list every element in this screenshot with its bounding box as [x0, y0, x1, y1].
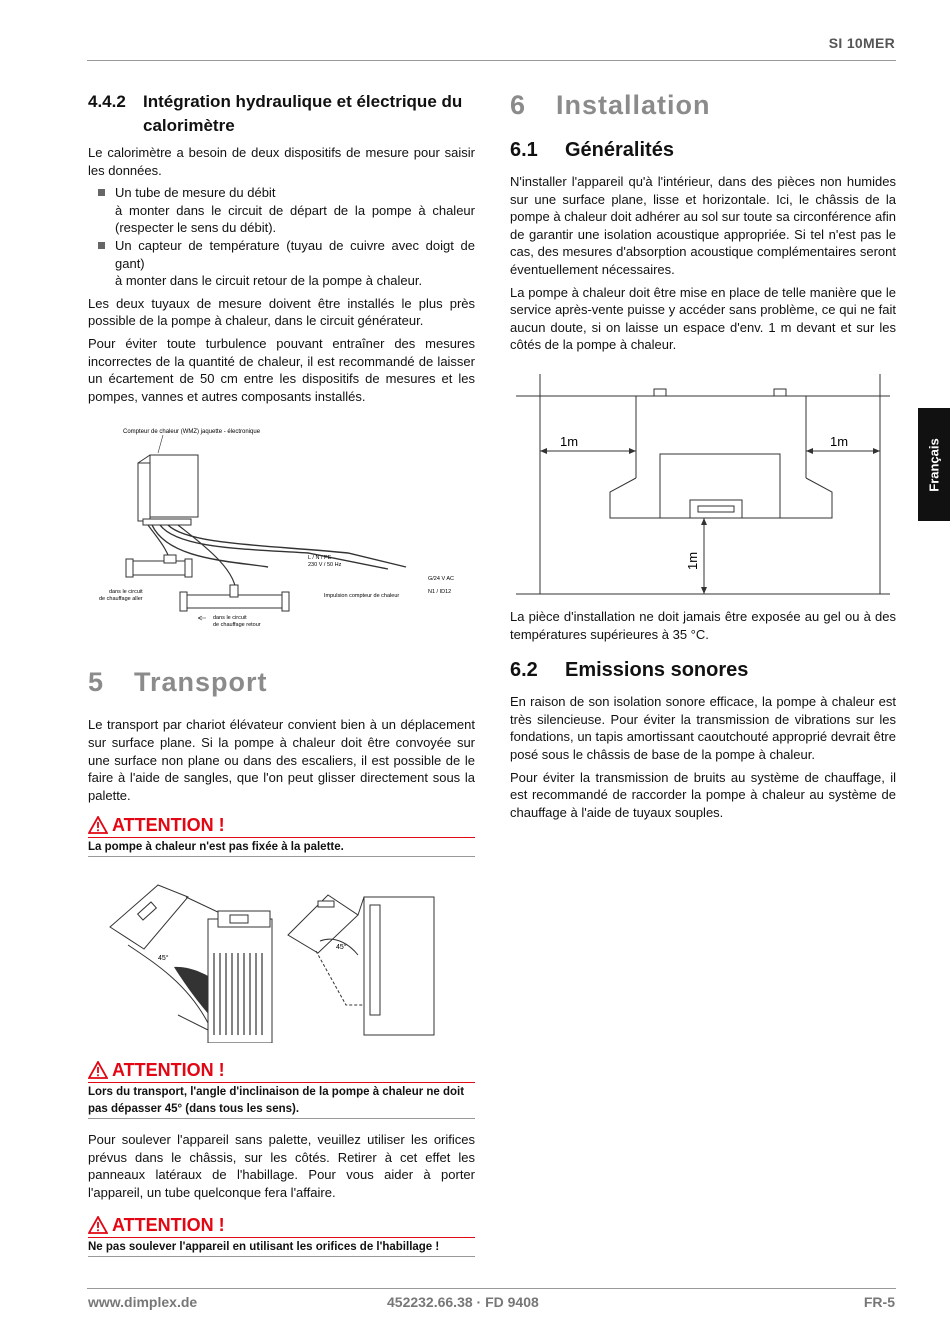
diagram-label: 230 V / 50 Hz — [308, 562, 342, 569]
attention-box — [88, 1059, 475, 1119]
heat-meter-diagram — [88, 419, 475, 639]
section-number: 6 — [510, 90, 527, 120]
attention-title — [88, 1059, 475, 1081]
clearance-label: 1m — [685, 551, 700, 570]
section-title: Intégration hydraulique et électrique du calorimètre — [143, 92, 463, 135]
bullet-list — [88, 184, 475, 290]
attention-bottom-rule — [88, 856, 475, 857]
attention-text: Lors du transport, l'angle d'inclinaison de la pompe à chaleur ne doit pas dépasser 45° (dans tous les sens). — [88, 1086, 465, 1116]
section-title: Généralités — [565, 139, 674, 161]
diagram-label: de chauffage retour — [213, 622, 261, 629]
paragraph: La pièce d'installation ne doit jamais être exposée au gel ou à des températures supérieures à 35 °C. — [510, 608, 896, 642]
footer-document-number: 452232.66.38 · FD 9408 — [387, 1294, 539, 1310]
section-number: 5 — [88, 667, 105, 698]
footer-website: www.dimplex.de — [88, 1294, 198, 1310]
diagram-label: dans le circuit — [109, 589, 143, 596]
section-5-heading — [88, 667, 475, 698]
attention-label: ATTENTION ! — [112, 1060, 225, 1081]
installation-clearance-diagram — [510, 374, 896, 604]
warning-triangle-icon — [88, 1216, 108, 1234]
paragraph: Les deux tuyaux de mesure doivent être installés le plus près possible de la pompe à chaleur, dans le circuit générateur. — [88, 295, 475, 329]
attention-title — [88, 814, 475, 836]
warning-triangle-icon — [88, 1061, 108, 1079]
footer-rule — [87, 1288, 896, 1289]
clearance-label: 1m — [830, 433, 849, 449]
diagram-label: Compteur de chaleur (WMZ) jaquette - électronique — [123, 429, 261, 436]
attention-box — [88, 1214, 475, 1257]
right-column — [510, 90, 896, 826]
bullet-line: à monter dans le circuit de départ de la pompe à chaleur (respecter le sens du débit). — [115, 202, 475, 236]
section-title: Installation — [556, 90, 711, 120]
section-6-2-heading — [510, 659, 896, 682]
diagram-label: L / N / PE — [308, 555, 332, 562]
angle-label: 45° — [158, 955, 169, 963]
bullet-square-icon — [98, 189, 105, 196]
attention-rule — [88, 1082, 475, 1083]
attention-text: La pompe à chaleur n'est pas fixée à la palette. — [88, 841, 344, 854]
section-4-4-2-heading — [88, 90, 475, 138]
attention-rule — [88, 837, 475, 838]
paragraph: Pour soulever l'appareil sans palette, veuillez utiliser les orifices prévus dans le châssis, sur les côtés. Retirer à cet effet les panneaux latéraux de l'habillage. Pour vous aider à porter l'appareil, un tube quelconque fera l'affaire. — [88, 1132, 475, 1201]
bullet-line: à monter dans le circuit retour de la pompe à chaleur. — [115, 273, 423, 289]
paragraph: Pour éviter la transmission de bruits au système de chauffage, il est recommandé de raccorder la pompe à chaleur au système de chauffage à l'aide de tuyaux souples. — [510, 769, 896, 820]
section-6-heading — [510, 90, 896, 121]
diagram-label: G/24 V AC — [428, 576, 454, 583]
footer-page-number: FR-5 — [863, 1294, 895, 1310]
attention-rule — [88, 1237, 475, 1238]
diagram-label: dans le circuit — [213, 615, 247, 622]
bullet-line: Un capteur de température (tuyau de cuivre avec doigt de gant) — [115, 237, 475, 271]
attention-title — [88, 1214, 475, 1236]
paragraph: Le calorimètre a besoin de deux dispositifs de mesure pour saisir les données. — [88, 145, 475, 178]
angle-label: 45° — [336, 944, 347, 952]
paragraph: En raison de son isolation sonore efficace, la pompe à chaleur est très silencieuse. Pour éviter la transmission de vibrations sur les fondations, un tapis amortissant caoutchouté approprié devrait être posé sous le châssis de base de la pompe à chaleur. — [510, 694, 896, 762]
attention-text: Ne pas soulever l'appareil en utilisant les orifices de l'habillage ! — [88, 1240, 440, 1253]
warning-triangle-icon — [88, 816, 108, 834]
attention-bottom-rule — [88, 1118, 475, 1119]
section-number: 6.1 — [510, 139, 538, 161]
section-number: 6.2 — [510, 659, 538, 682]
section-6-1-heading — [510, 139, 896, 162]
left-column — [88, 90, 475, 1269]
attention-box — [88, 814, 475, 857]
language-tab — [918, 408, 950, 521]
attention-label: ATTENTION ! — [112, 1214, 225, 1235]
diagram-label: de chauffage aller — [99, 596, 143, 603]
header-rule — [87, 60, 896, 61]
section-number: 4.4.2 — [88, 92, 126, 111]
paragraph: La pompe à chaleur doit être mise en place de telle manière que le service après-vente puisse y accéder sans problème, ce qui ne fait aucun doute, si on laisse un espace d'env. 1 m devant et sur les côtés de la pompe à chaleur. — [510, 284, 896, 353]
attention-bottom-rule — [88, 1256, 475, 1257]
attention-label: ATTENTION ! — [112, 815, 225, 836]
paragraph: N'installer l'appareil qu'à l'intérieur, dans des pièces non humides sur une surface plane, lisse et horizontale. Ici, le châssis de la pompe à chaleur doit adhérer au sol sur toute sa circonférence afin de garantir une isolation acoustique appropriée. Si tel n'est pas le cas, des mesures d'absorption acoustique complémentaires seront éventuellement nécessaires. — [510, 174, 896, 277]
language-tab-label: Français — [926, 437, 942, 492]
paragraph: Le transport par chariot élévateur convient bien à un déplacement sur surface plane. Si la pompe à chaleur doit être convoyée sur une surface non plane ou dans des escaliers, il est possible de le faire à l'aide de sangles, que l'on peut glisser directement sous la palette. — [88, 717, 475, 803]
clearance-label: 1m — [560, 433, 579, 449]
paragraph: Pour éviter toute turbulence pouvant entraîner des mesures incorrectes de la quantité de chaleur, il est recommandé de laisser un écartement de 50 cm entre les dispositifs de mesures et les pompes, vannes et autres composants installés. — [88, 335, 475, 404]
diagram-label: Impulsion compteur de chaleur — [324, 593, 400, 600]
bullet-line: Un tube de mesure du débit — [115, 185, 276, 201]
bullet-item — [88, 237, 475, 290]
document-code: SI 10MER — [828, 35, 895, 51]
section-title: Emissions sonores — [565, 659, 749, 682]
bullet-item — [88, 184, 475, 237]
diagram-label: N1 / ID12 — [428, 589, 452, 596]
tilt-angle-diagram — [88, 875, 475, 1043]
bullet-square-icon — [98, 242, 105, 249]
section-title: Transport — [134, 667, 268, 698]
